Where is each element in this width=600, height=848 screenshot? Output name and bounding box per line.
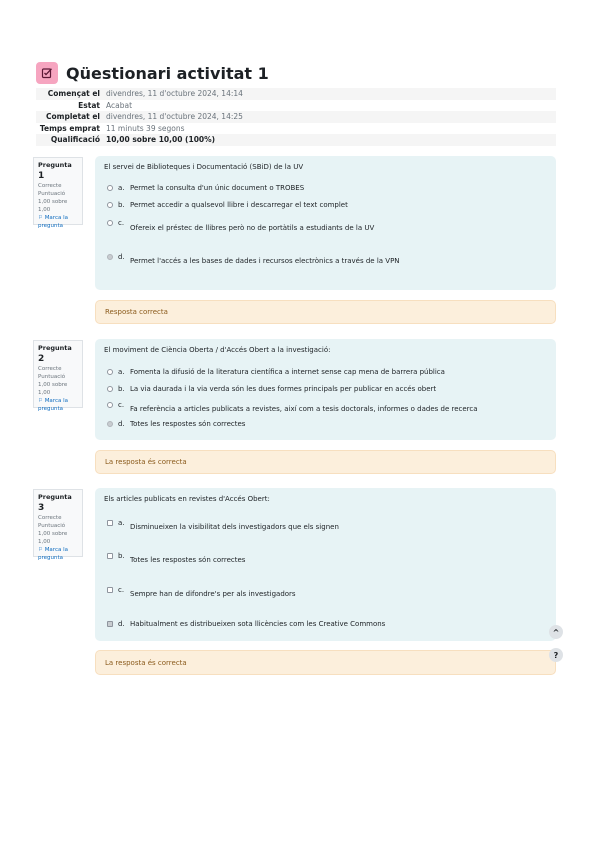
radio-button[interactable] <box>107 386 113 392</box>
flag-question-link[interactable]: ⚐ Marca la pregunta <box>38 398 68 413</box>
flag-question-link[interactable]: ⚐ Marca la pregunta <box>38 547 68 562</box>
summary-row-completed <box>36 111 556 123</box>
feedback-2: La resposta és correcta <box>95 450 556 474</box>
option-letter: b. <box>118 385 125 393</box>
answer-option-selected[interactable] <box>107 420 245 428</box>
summary-value: divendres, 11 d'octubre 2024, 14:14 <box>106 89 243 99</box>
summary-label: Qualificació <box>50 135 100 145</box>
radio-button[interactable] <box>107 220 113 226</box>
chevron-up-icon: ^ <box>552 627 560 637</box>
option-text: La via daurada i la via verda són les dues formes principals per publicar en accés obert <box>130 385 437 393</box>
radio-button[interactable] <box>107 402 113 408</box>
help-button[interactable] <box>549 648 563 662</box>
option-letter: a. <box>118 184 125 192</box>
radio-button[interactable] <box>107 185 113 191</box>
summary-label: Temps emprat <box>39 123 100 133</box>
answer-option[interactable] <box>107 184 304 192</box>
summary-label: Completat el <box>46 112 100 122</box>
summary-row-started <box>36 88 556 100</box>
feedback-3: La resposta és correcta <box>95 650 556 675</box>
checkbox[interactable] <box>107 587 113 593</box>
question-mark: Puntuació 1,00 sobre 1,00 <box>38 523 68 546</box>
answer-option[interactable] <box>107 201 348 209</box>
option-letter: a. <box>118 368 125 376</box>
summary-value: divendres, 11 d'octubre 2024, 14:25 <box>106 112 243 122</box>
radio-button[interactable] <box>107 202 113 208</box>
question-number: Pregunta 1 <box>38 161 72 182</box>
question-number: Pregunta 2 <box>38 344 72 365</box>
answer-option-selected[interactable] <box>107 253 400 265</box>
option-text: Habitualment es distribueixen sota llicències com les Creative Commons <box>130 620 386 628</box>
summary-value: Acabat <box>106 100 133 110</box>
option-text: Totes les respostes són correctes <box>130 420 246 428</box>
attempt-summary-table <box>36 88 556 146</box>
option-letter: c. <box>118 401 125 409</box>
option-text: Totes les respostes són correctes <box>130 556 246 564</box>
option-text: Ofereix el préstec de llibres però no de portàtils a estudiants de la UV <box>130 224 375 232</box>
checkbox-checked[interactable] <box>107 621 113 627</box>
question-content-1 <box>95 156 556 290</box>
option-letter: b. <box>118 552 125 560</box>
question-state: Correcte <box>38 366 62 373</box>
option-text: Permet la consulta d'un únic document o TROBES <box>130 184 305 192</box>
flag-icon: ⚐ <box>38 547 43 554</box>
question-text: El moviment de Ciència Oberta / d'Accés Obert a la investigació: <box>104 346 331 354</box>
flag-icon: ⚐ <box>38 215 43 222</box>
option-text: Disminueixen la visibilitat dels investigadors que els signen <box>130 523 339 531</box>
option-letter: d. <box>118 253 125 261</box>
question-content-3 <box>95 488 556 641</box>
answer-option[interactable] <box>107 586 296 598</box>
radio-button-checked[interactable] <box>107 421 113 427</box>
answer-option[interactable] <box>107 519 339 531</box>
question-mark: Puntuació 1,00 sobre 1,00 <box>38 191 68 214</box>
page-header <box>36 62 269 84</box>
option-text: Fa referència a articles publicats a revistes, així com a tesis doctorals, informes o dades de recerca <box>130 405 478 413</box>
question-mark: Puntuació 1,00 sobre 1,00 <box>38 374 68 397</box>
flag-icon: ⚐ <box>38 398 43 405</box>
option-text: Permet accedir a qualsevol llibre i descarregar el text complet <box>130 201 348 209</box>
radio-button-checked[interactable] <box>107 254 113 260</box>
summary-value: 11 minuts 39 segons <box>106 123 185 133</box>
question-state: Correcte <box>38 183 62 190</box>
quiz-icon <box>36 62 58 84</box>
answer-option[interactable] <box>107 552 245 564</box>
answer-option[interactable] <box>107 401 478 413</box>
radio-button[interactable] <box>107 369 113 375</box>
option-text: Sempre han de difondre's per als investigadors <box>130 590 296 598</box>
summary-value: 10,00 sobre 10,00 (100%) <box>106 135 216 145</box>
summary-row-state <box>36 100 556 112</box>
summary-row-grade <box>36 134 556 146</box>
question-mark-icon: ? <box>553 650 559 660</box>
question-state: Correcte <box>38 515 62 522</box>
flag-question-link[interactable]: ⚐ Marca la pregunta <box>38 215 68 230</box>
option-text: Fomenta la difusió de la literatura científica a internet sense cap mena de barrera pública <box>130 368 445 376</box>
summary-row-time <box>36 123 556 135</box>
question-text: Els articles publicats en revistes d'Accés Obert: <box>104 495 270 503</box>
checkbox[interactable] <box>107 520 113 526</box>
summary-label: Estat <box>78 100 100 110</box>
option-letter: a. <box>118 519 125 527</box>
summary-label: Començat el <box>47 89 100 99</box>
question-number: Pregunta 3 <box>38 493 72 514</box>
option-letter: c. <box>118 586 125 594</box>
answer-option[interactable] <box>107 385 436 393</box>
option-text: Permet l'accés a les bases de dades i recursos electrònics a través de la VPN <box>130 257 400 265</box>
answer-option[interactable] <box>107 219 374 232</box>
answer-option[interactable] <box>107 368 445 376</box>
question-info-2 <box>33 340 83 413</box>
option-letter: d. <box>118 420 125 428</box>
question-info-1 <box>33 157 83 230</box>
scroll-top-button[interactable] <box>549 625 563 639</box>
answer-option-selected[interactable] <box>107 620 385 628</box>
checkbox[interactable] <box>107 553 113 559</box>
option-letter: c. <box>118 219 125 227</box>
question-text: El servei de Biblioteques i Documentació (SBiD) de la UV <box>104 163 304 171</box>
question-content-2 <box>95 339 556 440</box>
page-title: Qüestionari activitat 1 <box>66 63 269 83</box>
option-letter: b. <box>118 201 125 209</box>
feedback-1: Resposta correcta <box>95 300 556 324</box>
option-letter: d. <box>118 620 125 628</box>
question-info-3 <box>33 489 83 562</box>
